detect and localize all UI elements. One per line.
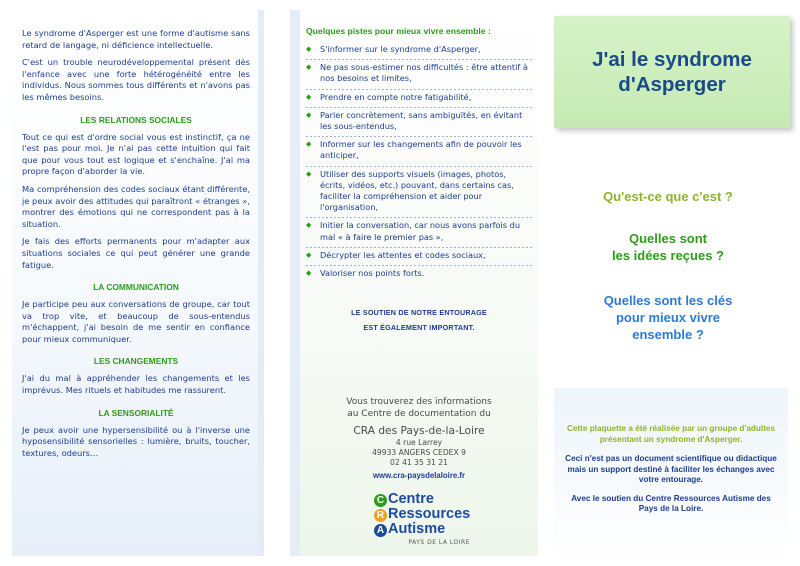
credits-authors: Cette plaquette a été réalisée par un groupe d'adultes présentant un syndrome d'Asperger. [566, 424, 776, 444]
credits-box [554, 388, 788, 564]
tip-item [306, 42, 532, 59]
credits-disclaimer: Ceci n'est pas un document scientifique ou didactique mais un support destiné à faciliter les échanges avec votre entourage. [565, 454, 777, 484]
question-line: Quelles sont les clés [603, 293, 733, 308]
tip-text: Utiliser des supports visuels (images, photos, écrits, vidéos, etc.) pouvant, dans certains cas, faciliter la compréhension et aider pour l'organisation, [320, 168, 514, 213]
diamond-bullet-icon: ◆ [306, 45, 312, 53]
support-line: LE SOUTIEN DE NOTRE ENTOURAGE [351, 308, 487, 318]
question-line: ensemble ? [632, 327, 704, 342]
tip-item [306, 248, 532, 265]
section-heading-changes: LES CHANGEMENTS [93, 356, 179, 367]
logo-subtitle: PAYS DE LA LOIRE [408, 539, 470, 546]
cra-name: CRA des Pays-de-la-Loire [353, 425, 485, 437]
website-link[interactable]: www.cra-paysdelaloire.fr [372, 471, 465, 480]
tip-item [306, 60, 532, 88]
section-paragraph: J'ai du mal à appréhender les changements et les imprévus. Mes rituels et habitudes me rassurent. [22, 373, 250, 396]
logo-word-centre: Centre [388, 491, 434, 507]
section-heading-communication: LA COMMUNICATION [93, 282, 179, 293]
logo-word-ressources: Ressources [388, 506, 471, 522]
intro-paragraph: Le syndrome d'Asperger est une forme d'autisme sans retard de langage, ni déficience intellectuelle. [22, 28, 250, 50]
logo-letter-badge: C [374, 494, 387, 507]
tip-item [306, 108, 532, 136]
contact-city: 49933 ANGERS CEDEX 9 [372, 448, 466, 457]
section-paragraph: Je fais des efforts permanents pour m'adapter aux situations sociales ce qui peut générer une grande fatigue. [22, 236, 250, 270]
diamond-bullet-icon: ◆ [306, 92, 312, 101]
diamond-bullet-icon: ◆ [306, 110, 312, 119]
intro-paragraph: C'est un trouble neurodéveloppemental présent dès l'enfance avec une forte hétérogénéité entre les individus. Nous sommes tous différents et n'avons pas les mêmes besoins. [22, 57, 250, 102]
cra-logo [374, 492, 484, 550]
tip-text: S'informer sur le syndrome d'Asperger, [320, 44, 481, 54]
contact-phone: 02 41 35 31 21 [390, 458, 448, 467]
left-panel [12, 10, 264, 556]
question-line: pour mieux vivre [615, 310, 721, 325]
question-what-is-it: Qu'est-ce que c'est ? [603, 189, 733, 204]
section-paragraph: Tout ce qui est d'ordre social vous est instinctif, ça ne l'est pas pour moi. Je n'ai pas cette intuition qui fait que pour vous tout est logique et s'enchaîne. J'ai ma propre façon d'aborder la vie. [22, 131, 250, 177]
tip-text: Informer sur les changements afin de pouvoir les anticiper, [320, 139, 522, 161]
middle-panel [290, 10, 538, 556]
logo-word-autisme: Autisme [388, 521, 446, 537]
question-line: Quelles sont [628, 231, 708, 246]
logo-line-centre [374, 492, 484, 507]
section-heading-social: LES RELATIONS SOCIALES [80, 114, 192, 125]
question-keys [548, 292, 788, 343]
logo-letter-badge: R [374, 509, 387, 522]
tips-heading: Quelques pistes pour mieux vivre ensemble : [306, 26, 491, 36]
tips-list [306, 42, 532, 283]
tip-text: Décrypter les attentes et codes sociaux, [320, 249, 486, 260]
question-line: les idées reçues ? [611, 248, 724, 263]
section-paragraph: Je peux avoir une hypersensibilité ou à l'inverse une hyposensibilité sensorielles : lumière, bruits, toucher, textures, odeurs… [22, 424, 250, 458]
credits-support: Avec le soutien du Centre Ressources Autisme des Pays de la Loire. [571, 493, 771, 513]
tip-item [306, 137, 532, 165]
tip-text: Prendre en compte notre fatigabilité, [320, 91, 472, 102]
support-note [306, 305, 532, 335]
diamond-bullet-icon: ◆ [306, 140, 312, 149]
tip-item [306, 167, 532, 218]
contact-block [300, 396, 538, 480]
tip-text: Parler concrètement, sans ambiguïtés, en évitant les sous-entendus, [320, 109, 523, 132]
tip-item [306, 90, 532, 107]
contact-street: 4 rue Larrey [395, 438, 443, 447]
question-misconceptions [548, 230, 788, 264]
tip-text: Ne pas sous-estimer nos difficultés : être attentif à nos besoins et limites, [320, 62, 528, 84]
section-paragraph: Je participe peu aux conversations de groupe, car tout va trop vite, et beaucoup de sous-entendus m'échappent, j'ai besoin de me sentir en confiance pour mieux communiquer. [22, 299, 250, 344]
tip-item [306, 218, 532, 246]
title-line: d'Asperger [618, 73, 726, 96]
page-title [592, 47, 752, 97]
right-panel [548, 10, 788, 556]
tip-item [306, 266, 532, 283]
diamond-bullet-icon: ◆ [306, 269, 312, 278]
section-heading-sensoriality: LA SENSORIALITÉ [98, 407, 174, 418]
title-line: J'ai le syndrome [592, 48, 752, 71]
logo-line-ressources [374, 507, 484, 522]
tip-text: Initier la conversation, car nous avons parfois du mal « à faire le premier pas », [320, 220, 521, 242]
support-line: EST ÉGALEMENT IMPORTANT. [363, 323, 475, 333]
logo-line-autisme [374, 522, 484, 537]
diamond-bullet-icon: ◆ [306, 250, 312, 259]
diamond-bullet-icon: ◆ [306, 169, 312, 178]
contact-intro: au Centre de documentation du [347, 409, 491, 419]
diamond-bullet-icon: ◆ [306, 63, 312, 72]
logo-letter-badge: A [374, 524, 387, 537]
title-box [554, 16, 790, 128]
section-paragraph: Ma compréhension des codes sociaux étant différente, je peux avoir des attitudes qui paraîtront « étranges », montrer des émotions qui ne correspondent pas à la situation. [22, 183, 250, 229]
tip-text: Valoriser nos points forts. [320, 268, 425, 279]
diamond-bullet-icon: ◆ [306, 221, 312, 230]
contact-intro: Vous trouverez des informations [346, 397, 492, 407]
